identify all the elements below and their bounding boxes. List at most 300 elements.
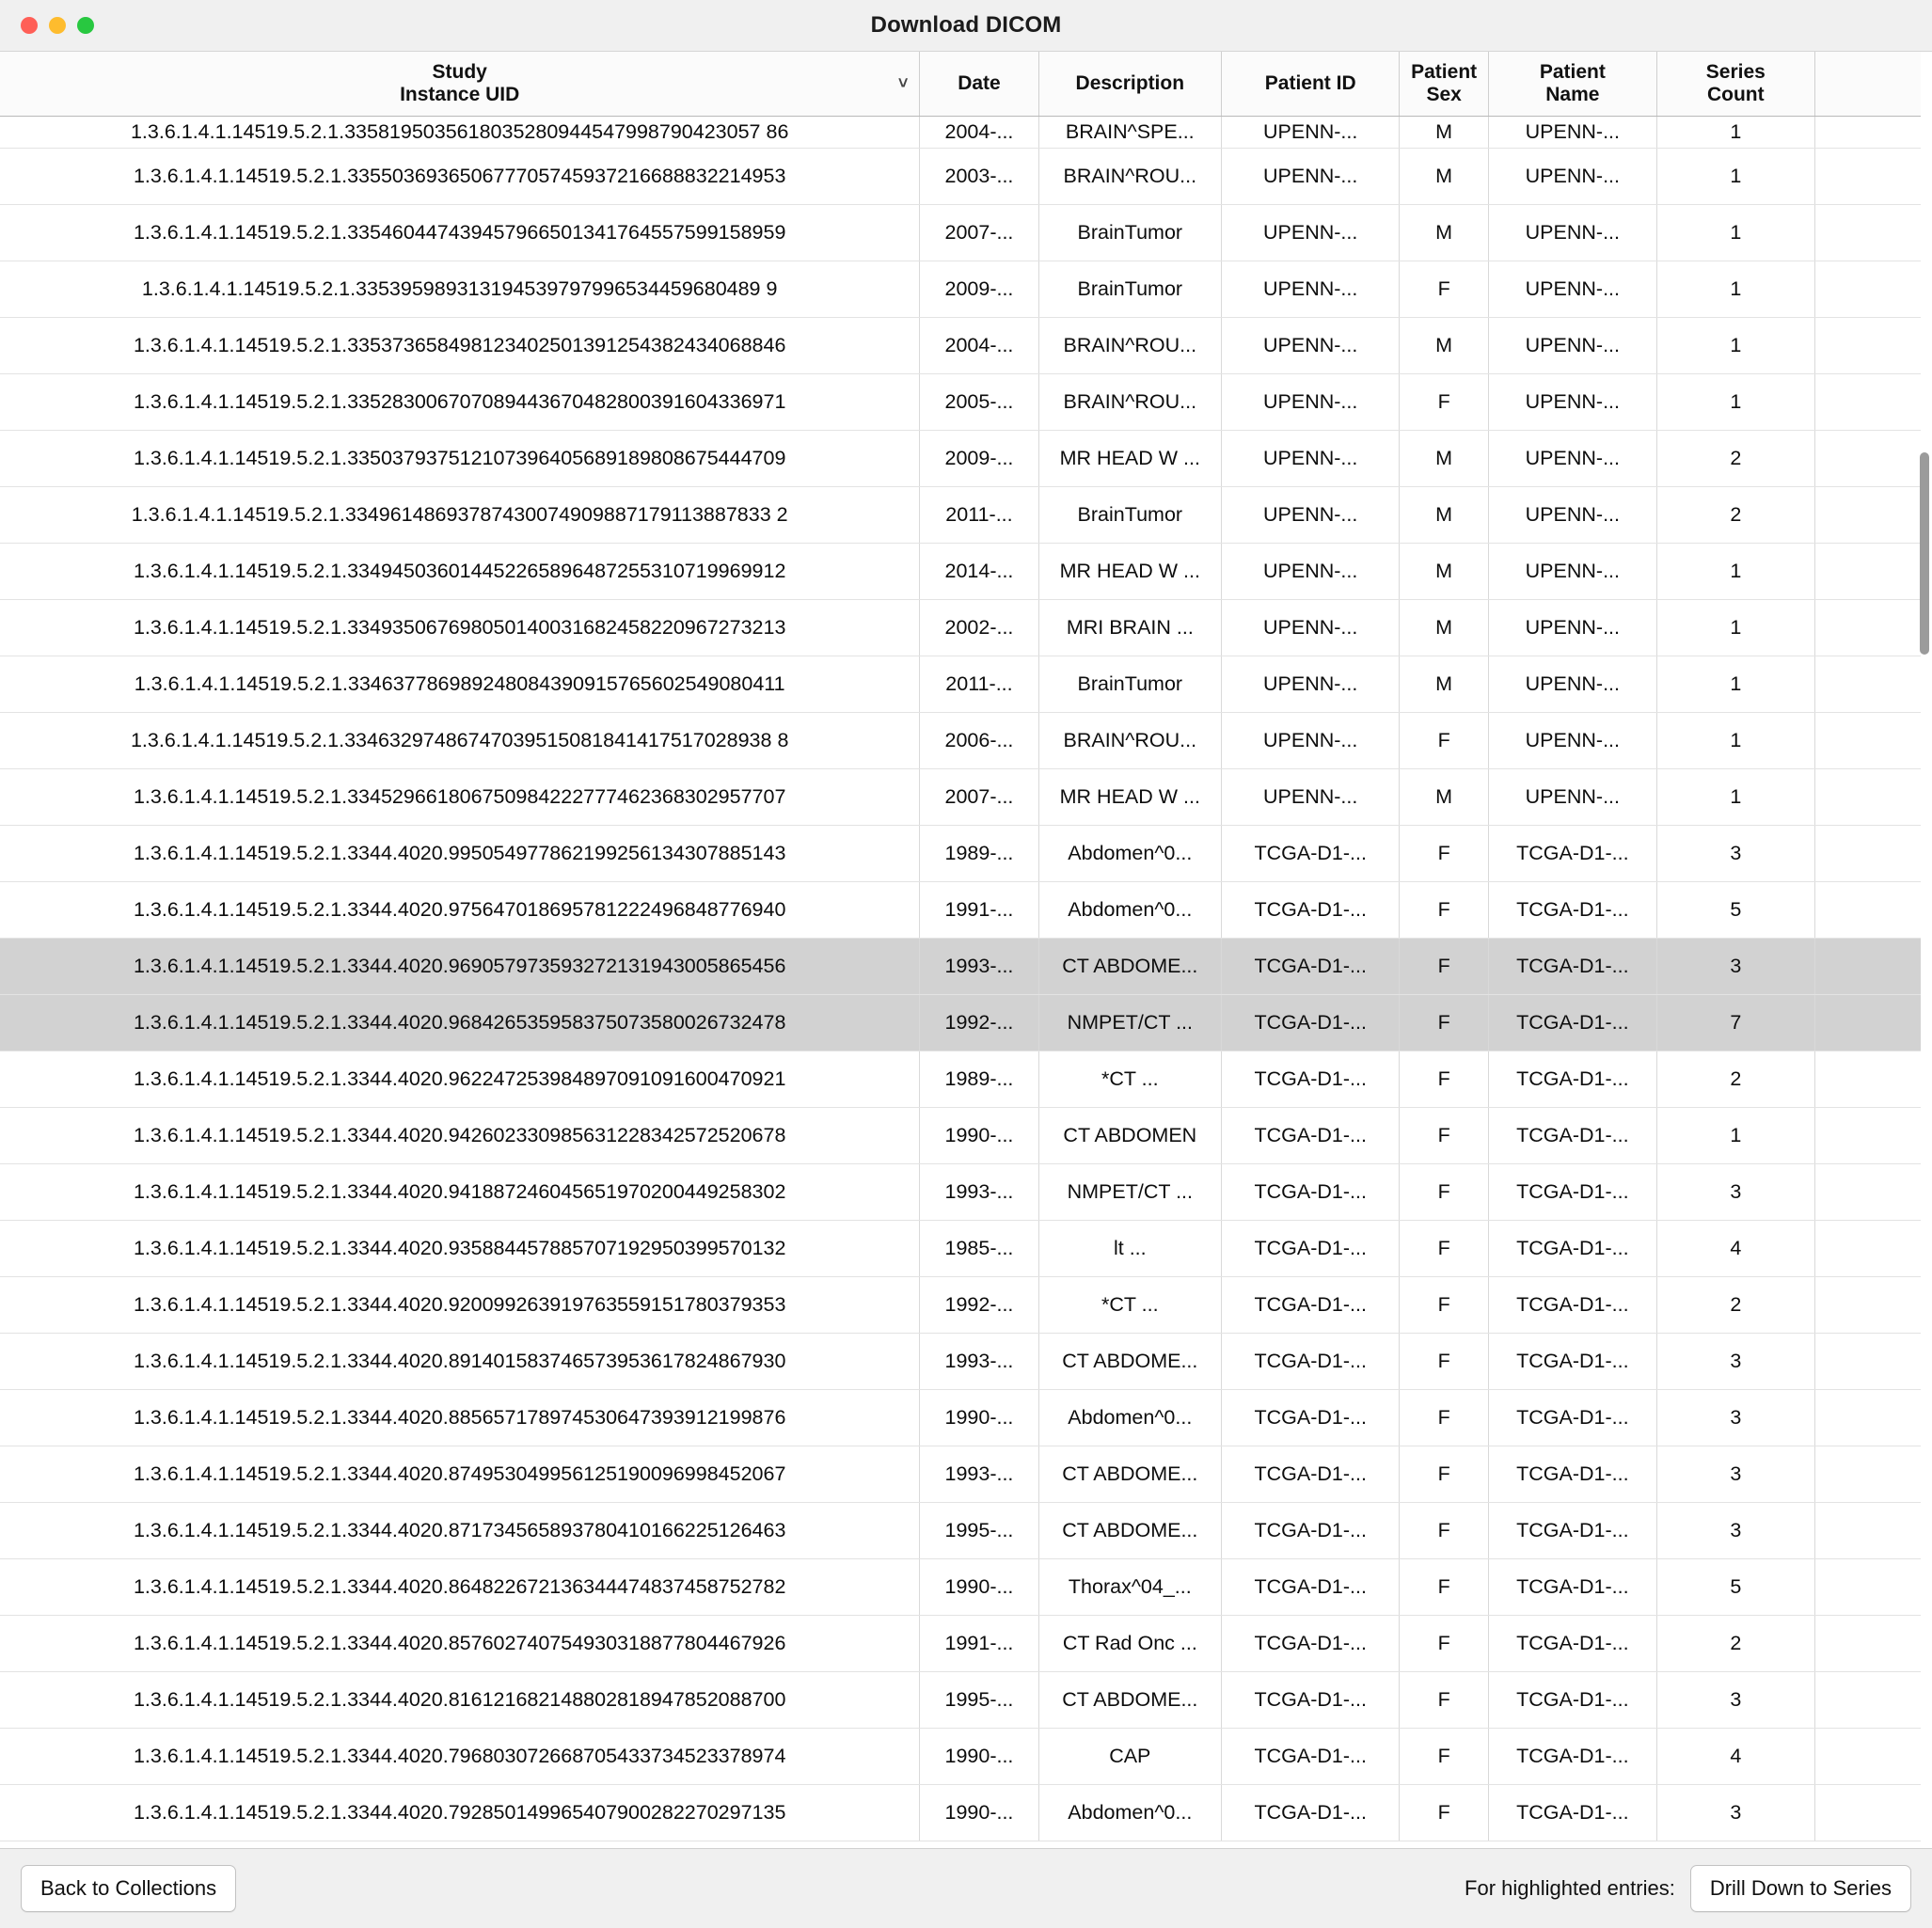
maximize-icon[interactable]: [77, 17, 94, 34]
cell-patient-name: TCGA-D1-...: [1488, 826, 1656, 882]
table-row[interactable]: [0, 995, 1921, 1051]
cell-series-count: 2: [1656, 1051, 1814, 1108]
cell-series-count: 2: [1656, 487, 1814, 544]
table-row[interactable]: [0, 149, 1921, 205]
cell-series-count: 3: [1656, 1446, 1814, 1503]
cell-description: MR HEAD W ...: [1038, 431, 1222, 487]
cell-spacer: [1814, 1785, 1921, 1841]
column-header-study-instance-uid[interactable]: [0, 52, 920, 117]
cell-spacer: [1814, 1616, 1921, 1672]
cell-spacer: [1814, 544, 1921, 600]
cell-patient-sex: F: [1400, 713, 1489, 769]
cell-description: BrainTumor: [1038, 261, 1222, 318]
cell-patient-name: UPENN-...: [1488, 713, 1656, 769]
cell-date: 1991-...: [920, 882, 1038, 939]
table-row[interactable]: [0, 1503, 1921, 1559]
cell-description: Abdomen^0...: [1038, 826, 1222, 882]
cell-date: 1993-...: [920, 939, 1038, 995]
cell-series-count: 1: [1656, 1108, 1814, 1164]
cell-patient-id: TCGA-D1-...: [1222, 939, 1400, 995]
cell-patient-id: UPENN-...: [1222, 487, 1400, 544]
cell-study-instance-uid: 1.3.6.1.4.1.14519.5.2.1.3344.4020.942602330985631228342572520678: [0, 1108, 920, 1164]
cell-date: 2002-...: [920, 600, 1038, 656]
cell-spacer: [1814, 1729, 1921, 1785]
table-row[interactable]: [0, 374, 1921, 431]
cell-description: NMPET/CT ...: [1038, 995, 1222, 1051]
cell-patient-sex: F: [1400, 1051, 1489, 1108]
cell-series-count: 3: [1656, 1672, 1814, 1729]
cell-study-instance-uid: 1.3.6.1.4.1.14519.5.2.1.33463297486747039515081841417517028938 8: [0, 713, 920, 769]
cell-date: 1993-...: [920, 1164, 1038, 1221]
cell-series-count: 3: [1656, 1334, 1814, 1390]
cell-study-instance-uid: 1.3.6.1.4.1.14519.5.2.1.3344.4020.871734565893780410166225126463: [0, 1503, 920, 1559]
cell-patient-name: TCGA-D1-...: [1488, 939, 1656, 995]
table-row[interactable]: [0, 600, 1921, 656]
cell-patient-name: TCGA-D1-...: [1488, 1164, 1656, 1221]
cell-patient-name: UPENN-...: [1488, 600, 1656, 656]
cell-patient-name: UPENN-...: [1488, 656, 1656, 713]
cell-description: BrainTumor: [1038, 487, 1222, 544]
cell-spacer: [1814, 882, 1921, 939]
cell-patient-id: TCGA-D1-...: [1222, 1277, 1400, 1334]
table-body: [0, 117, 1921, 1841]
cell-patient-name: UPENN-...: [1488, 544, 1656, 600]
cell-patient-sex: M: [1400, 431, 1489, 487]
cell-date: 1992-...: [920, 995, 1038, 1051]
column-label-line1: Patient: [1539, 61, 1606, 83]
cell-series-count: 1: [1656, 656, 1814, 713]
cell-patient-id: TCGA-D1-...: [1222, 995, 1400, 1051]
cell-description: BrainTumor: [1038, 205, 1222, 261]
cell-patient-name: UPENN-...: [1488, 769, 1656, 826]
column-label-line2: Sex: [1426, 84, 1462, 106]
table-row[interactable]: [0, 1221, 1921, 1277]
table-row[interactable]: [0, 1616, 1921, 1672]
cell-series-count: 1: [1656, 600, 1814, 656]
cell-patient-sex: F: [1400, 1221, 1489, 1277]
cell-description: MR HEAD W ...: [1038, 544, 1222, 600]
cell-description: Thorax^04_...: [1038, 1559, 1222, 1616]
table-row[interactable]: [0, 882, 1921, 939]
table-row[interactable]: [0, 826, 1921, 882]
table-row[interactable]: [0, 769, 1921, 826]
cell-patient-id: TCGA-D1-...: [1222, 1559, 1400, 1616]
cell-date: 1991-...: [920, 1616, 1038, 1672]
cell-patient-id: UPENN-...: [1222, 205, 1400, 261]
cell-patient-id: UPENN-...: [1222, 431, 1400, 487]
cell-patient-sex: F: [1400, 1785, 1489, 1841]
cell-spacer: [1814, 374, 1921, 431]
close-icon[interactable]: [21, 17, 38, 34]
cell-description: CT Rad Onc ...: [1038, 1616, 1222, 1672]
column-label-line1: Description: [1075, 72, 1185, 95]
table-row[interactable]: [0, 1390, 1921, 1446]
cell-spacer: [1814, 826, 1921, 882]
cell-patient-name: TCGA-D1-...: [1488, 1616, 1656, 1672]
highlighted-entries-note: For highlighted entries:: [1465, 1876, 1675, 1900]
cell-date: 1990-...: [920, 1785, 1038, 1841]
cell-date: 1990-...: [920, 1108, 1038, 1164]
cell-description: MR HEAD W ...: [1038, 769, 1222, 826]
cell-patient-name: TCGA-D1-...: [1488, 1559, 1656, 1616]
table-row[interactable]: [0, 1672, 1921, 1729]
cell-study-instance-uid: 1.3.6.1.4.1.14519.5.2.1.3344.4020.792850149965407900282270297135: [0, 1785, 920, 1841]
cell-series-count: 1: [1656, 117, 1814, 149]
cell-description: CT ABDOME...: [1038, 939, 1222, 995]
cell-patient-id: UPENN-...: [1222, 544, 1400, 600]
cell-date: 2006-...: [920, 713, 1038, 769]
cell-series-count: 3: [1656, 1164, 1814, 1221]
cell-study-instance-uid: 1.3.6.1.4.1.14519.5.2.1.3344.4020.969057973593272131943005865456: [0, 939, 920, 995]
cell-study-instance-uid: 1.3.6.1.4.1.14519.5.2.1.334945036014452265896487255310719969912: [0, 544, 920, 600]
cell-patient-id: UPENN-...: [1222, 117, 1400, 149]
column-label-line1: Patient: [1411, 61, 1478, 83]
cell-patient-id: TCGA-D1-...: [1222, 1672, 1400, 1729]
cell-description: CT ABDOMEN: [1038, 1108, 1222, 1164]
cell-description: Abdomen^0...: [1038, 1390, 1222, 1446]
cell-patient-name: UPENN-...: [1488, 205, 1656, 261]
cell-study-instance-uid: 1.3.6.1.4.1.14519.5.2.1.335037937512107396405689189808675444709: [0, 431, 920, 487]
cell-patient-name: UPENN-...: [1488, 261, 1656, 318]
cell-date: 1993-...: [920, 1334, 1038, 1390]
cell-series-count: 3: [1656, 1503, 1814, 1559]
cell-patient-name: TCGA-D1-...: [1488, 1729, 1656, 1785]
cell-patient-name: UPENN-...: [1488, 374, 1656, 431]
column-label-line1: Date: [958, 72, 1001, 95]
cell-patient-id: UPENN-...: [1222, 713, 1400, 769]
cell-series-count: 3: [1656, 939, 1814, 995]
cell-spacer: [1814, 1446, 1921, 1503]
table-row[interactable]: [0, 1559, 1921, 1616]
column-label-line2: Name: [1545, 84, 1600, 106]
cell-patient-sex: F: [1400, 1334, 1489, 1390]
cell-patient-id: UPENN-...: [1222, 149, 1400, 205]
cell-date: 2004-...: [920, 318, 1038, 374]
cell-description: CT ABDOME...: [1038, 1503, 1222, 1559]
cell-patient-name: TCGA-D1-...: [1488, 995, 1656, 1051]
cell-study-instance-uid: 1.3.6.1.4.1.14519.5.2.1.335373658498123402501391254382434068846: [0, 318, 920, 374]
cell-date: 1990-...: [920, 1729, 1038, 1785]
cell-date: 2009-...: [920, 261, 1038, 318]
cell-study-instance-uid: 1.3.6.1.4.1.14519.5.2.1.3344.4020.975647018695781222496848776940: [0, 882, 920, 939]
cell-spacer: [1814, 1672, 1921, 1729]
cell-spacer: [1814, 769, 1921, 826]
cell-study-instance-uid: 1.3.6.1.4.1.14519.5.2.1.334935067698050140031682458220967273213: [0, 600, 920, 656]
cell-study-instance-uid: 1.3.6.1.4.1.14519.5.2.1.3344.4020.962247253984897091091600470921: [0, 1051, 920, 1108]
cell-series-count: 1: [1656, 318, 1814, 374]
cell-patient-id: UPENN-...: [1222, 374, 1400, 431]
cell-study-instance-uid: 1.3.6.1.4.1.14519.5.2.1.3344.4020.891401583746573953617824867930: [0, 1334, 920, 1390]
column-label-line1: Series: [1705, 61, 1766, 83]
cell-patient-name: UPENN-...: [1488, 117, 1656, 149]
table-row[interactable]: [0, 1729, 1921, 1785]
minimize-icon[interactable]: [49, 17, 66, 34]
column-label-line2: Count: [1706, 84, 1765, 106]
column-header-patient-sex[interactable]: [1400, 52, 1489, 117]
cell-date: 1992-...: [920, 1277, 1038, 1334]
cell-date: 1989-...: [920, 1051, 1038, 1108]
cell-description: CAP: [1038, 1729, 1222, 1785]
cell-spacer: [1814, 261, 1921, 318]
column-label-line2: Instance UID: [400, 84, 520, 106]
table-row[interactable]: [0, 1164, 1921, 1221]
cell-patient-id: UPENN-...: [1222, 769, 1400, 826]
cell-series-count: 3: [1656, 1390, 1814, 1446]
cell-description: BRAIN^ROU...: [1038, 713, 1222, 769]
cell-patient-sex: M: [1400, 769, 1489, 826]
cell-series-count: 7: [1656, 995, 1814, 1051]
cell-description: Abdomen^0...: [1038, 1785, 1222, 1841]
cell-description: BRAIN^ROU...: [1038, 374, 1222, 431]
cell-description: Abdomen^0...: [1038, 882, 1222, 939]
cell-patient-sex: F: [1400, 1559, 1489, 1616]
cell-spacer: [1814, 431, 1921, 487]
window-title: Download DICOM: [870, 12, 1062, 38]
cell-date: 1990-...: [920, 1559, 1038, 1616]
cell-patient-name: UPENN-...: [1488, 431, 1656, 487]
cell-spacer: [1814, 1503, 1921, 1559]
cell-series-count: 5: [1656, 882, 1814, 939]
cell-series-count: 1: [1656, 261, 1814, 318]
cell-patient-sex: F: [1400, 882, 1489, 939]
cell-description: *CT ...: [1038, 1277, 1222, 1334]
cell-patient-id: TCGA-D1-...: [1222, 1729, 1400, 1785]
column-header-patient-id[interactable]: [1222, 52, 1400, 117]
cell-spacer: [1814, 1221, 1921, 1277]
cell-study-instance-uid: 1.3.6.1.4.1.14519.5.2.1.33496148693787430074909887179113887833 2: [0, 487, 920, 544]
cell-series-count: 2: [1656, 1616, 1814, 1672]
scrollbar-thumb[interactable]: [1920, 452, 1929, 655]
cell-patient-sex: F: [1400, 939, 1489, 995]
cell-patient-sex: F: [1400, 1616, 1489, 1672]
column-header-date[interactable]: [920, 52, 1038, 117]
cell-patient-name: TCGA-D1-...: [1488, 1108, 1656, 1164]
cell-series-count: 1: [1656, 374, 1814, 431]
cell-description: MRI BRAIN ...: [1038, 600, 1222, 656]
cell-spacer: [1814, 713, 1921, 769]
cell-spacer: [1814, 487, 1921, 544]
cell-description: NMPET/CT ...: [1038, 1164, 1222, 1221]
cell-description: *CT ...: [1038, 1051, 1222, 1108]
cell-study-instance-uid: 1.3.6.1.4.1.14519.5.2.1.3358195035618035280944547998790423057 86: [0, 117, 920, 149]
cell-study-instance-uid: 1.3.6.1.4.1.14519.5.2.1.3344.4020.864822672136344474837458752782: [0, 1559, 920, 1616]
cell-patient-id: TCGA-D1-...: [1222, 1051, 1400, 1108]
cell-study-instance-uid: 1.3.6.1.4.1.14519.5.2.1.335283006707089443670482800391604336971: [0, 374, 920, 431]
cell-patient-name: TCGA-D1-...: [1488, 1785, 1656, 1841]
cell-patient-sex: M: [1400, 600, 1489, 656]
cell-date: 2009-...: [920, 431, 1038, 487]
column-label-line1: Study: [432, 61, 487, 83]
cell-date: 2014-...: [920, 544, 1038, 600]
cell-description: BrainTumor: [1038, 656, 1222, 713]
cell-series-count: 1: [1656, 713, 1814, 769]
cell-patient-sex: M: [1400, 205, 1489, 261]
cell-study-instance-uid: 1.3.6.1.4.1.14519.5.2.1.3344.4020.796803072668705433734523378974: [0, 1729, 920, 1785]
cell-description: BRAIN^SPE...: [1038, 117, 1222, 149]
cell-patient-sex: F: [1400, 1672, 1489, 1729]
cell-patient-sex: F: [1400, 826, 1489, 882]
footer-bar: [0, 1849, 1932, 1928]
cell-study-instance-uid: 1.3.6.1.4.1.14519.5.2.1.335460447439457966501341764557599158959: [0, 205, 920, 261]
cell-date: 1993-...: [920, 1446, 1038, 1503]
table-row[interactable]: [0, 1277, 1921, 1334]
cell-spacer: [1814, 318, 1921, 374]
cell-study-instance-uid: 1.3.6.1.4.1.14519.5.2.1.3344.4020.885657178974530647393912199876: [0, 1390, 920, 1446]
cell-study-instance-uid: 1.3.6.1.4.1.14519.5.2.1.3344.4020.941887246045651970200449258302: [0, 1164, 920, 1221]
title-bar: [0, 0, 1932, 52]
cell-series-count: 1: [1656, 769, 1814, 826]
table-row[interactable]: [0, 431, 1921, 487]
cell-spacer: [1814, 117, 1921, 149]
table-row[interactable]: [0, 1108, 1921, 1164]
cell-series-count: 3: [1656, 1785, 1814, 1841]
cell-patient-sex: F: [1400, 1164, 1489, 1221]
cell-series-count: 1: [1656, 149, 1814, 205]
cell-patient-name: TCGA-D1-...: [1488, 1672, 1656, 1729]
cell-date: 2003-...: [920, 149, 1038, 205]
cell-patient-sex: F: [1400, 1390, 1489, 1446]
cell-description: CT ABDOME...: [1038, 1446, 1222, 1503]
table-row[interactable]: [0, 1446, 1921, 1503]
table-header-row: [0, 52, 1921, 117]
table-row[interactable]: [0, 1785, 1921, 1841]
cell-date: 2004-...: [920, 117, 1038, 149]
drill-down-to-series-button[interactable]: Drill Down to Series: [1690, 1865, 1911, 1912]
table-row[interactable]: [0, 205, 1921, 261]
cell-series-count: 3: [1656, 826, 1814, 882]
cell-description: BRAIN^ROU...: [1038, 318, 1222, 374]
cell-spacer: [1814, 1277, 1921, 1334]
window-controls: [21, 17, 94, 34]
table-row[interactable]: [0, 713, 1921, 769]
cell-study-instance-uid: 1.3.6.1.4.1.14519.5.2.1.3344.4020.995054977862199256134307885143: [0, 826, 920, 882]
cell-patient-name: TCGA-D1-...: [1488, 1334, 1656, 1390]
cell-study-instance-uid: 1.3.6.1.4.1.14519.5.2.1.3344.4020.874953049956125190096998452067: [0, 1446, 920, 1503]
studies-table: [0, 52, 1921, 1841]
vertical-scrollbar[interactable]: [1919, 114, 1930, 1848]
cell-date: 2007-...: [920, 205, 1038, 261]
table-row[interactable]: [0, 261, 1921, 318]
cell-patient-sex: F: [1400, 1503, 1489, 1559]
cell-date: 2007-...: [920, 769, 1038, 826]
cell-spacer: [1814, 205, 1921, 261]
cell-patient-name: TCGA-D1-...: [1488, 1503, 1656, 1559]
cell-patient-id: UPENN-...: [1222, 318, 1400, 374]
cell-patient-name: UPENN-...: [1488, 149, 1656, 205]
cell-patient-id: TCGA-D1-...: [1222, 1334, 1400, 1390]
cell-series-count: 4: [1656, 1729, 1814, 1785]
cell-patient-sex: F: [1400, 261, 1489, 318]
table-row[interactable]: [0, 939, 1921, 995]
cell-patient-id: TCGA-D1-...: [1222, 1221, 1400, 1277]
cell-date: 1990-...: [920, 1390, 1038, 1446]
cell-patient-sex: M: [1400, 656, 1489, 713]
cell-study-instance-uid: 1.3.6.1.4.1.14519.5.2.1.3344.4020.816121682148802818947852088700: [0, 1672, 920, 1729]
cell-patient-id: UPENN-...: [1222, 261, 1400, 318]
cell-patient-id: TCGA-D1-...: [1222, 1616, 1400, 1672]
cell-patient-id: TCGA-D1-...: [1222, 1108, 1400, 1164]
cell-patient-id: TCGA-D1-...: [1222, 1390, 1400, 1446]
cell-description: CT ABDOME...: [1038, 1334, 1222, 1390]
cell-patient-sex: M: [1400, 544, 1489, 600]
cell-patient-sex: M: [1400, 117, 1489, 149]
cell-date: 1985-...: [920, 1221, 1038, 1277]
studies-table-container: [0, 52, 1932, 1849]
column-header-spacer: [1814, 52, 1921, 117]
cell-description: BRAIN^ROU...: [1038, 149, 1222, 205]
cell-date: 2005-...: [920, 374, 1038, 431]
cell-patient-sex: F: [1400, 1277, 1489, 1334]
column-header-description[interactable]: [1038, 52, 1222, 117]
table-row[interactable]: [0, 318, 1921, 374]
cell-date: 1995-...: [920, 1503, 1038, 1559]
table-row[interactable]: [0, 487, 1921, 544]
cell-patient-sex: M: [1400, 318, 1489, 374]
cell-patient-sex: M: [1400, 149, 1489, 205]
cell-patient-id: TCGA-D1-...: [1222, 826, 1400, 882]
cell-study-instance-uid: 1.3.6.1.4.1.14519.5.2.1.335395989313194539797996534459680489 9: [0, 261, 920, 318]
cell-patient-id: TCGA-D1-...: [1222, 1164, 1400, 1221]
cell-patient-id: TCGA-D1-...: [1222, 1446, 1400, 1503]
cell-patient-sex: F: [1400, 374, 1489, 431]
cell-study-instance-uid: 1.3.6.1.4.1.14519.5.2.1.3344.4020.968426535958375073580026732478: [0, 995, 920, 1051]
chevron-down-icon[interactable]: ˅: [897, 73, 909, 93]
cell-patient-id: TCGA-D1-...: [1222, 1785, 1400, 1841]
cell-patient-sex: F: [1400, 1108, 1489, 1164]
cell-description: CT ABDOME...: [1038, 1672, 1222, 1729]
cell-series-count: 2: [1656, 1277, 1814, 1334]
cell-study-instance-uid: 1.3.6.1.4.1.14519.5.2.1.3344.4020.935884457885707192950399570132: [0, 1221, 920, 1277]
cell-spacer: [1814, 1390, 1921, 1446]
cell-patient-name: TCGA-D1-...: [1488, 1051, 1656, 1108]
cell-spacer: [1814, 656, 1921, 713]
cell-study-instance-uid: 1.3.6.1.4.1.14519.5.2.1.334637786989248084390915765602549080411: [0, 656, 920, 713]
cell-series-count: 1: [1656, 544, 1814, 600]
cell-patient-id: UPENN-...: [1222, 600, 1400, 656]
cell-spacer: [1814, 939, 1921, 995]
cell-series-count: 5: [1656, 1559, 1814, 1616]
cell-series-count: 4: [1656, 1221, 1814, 1277]
back-to-collections-button[interactable]: Back to Collections: [21, 1865, 236, 1912]
cell-patient-name: TCGA-D1-...: [1488, 1221, 1656, 1277]
column-header-series-count[interactable]: [1656, 52, 1814, 117]
cell-date: 1989-...: [920, 826, 1038, 882]
cell-study-instance-uid: 1.3.6.1.4.1.14519.5.2.1.335503693650677705745937216688832214953: [0, 149, 920, 205]
cell-study-instance-uid: 1.3.6.1.4.1.14519.5.2.1.3344.4020.857602740754930318877804467926: [0, 1616, 920, 1672]
cell-description: lt ...: [1038, 1221, 1222, 1277]
cell-patient-id: TCGA-D1-...: [1222, 1503, 1400, 1559]
table-row[interactable]: [0, 117, 1921, 149]
cell-date: 2011-...: [920, 487, 1038, 544]
column-header-patient-name[interactable]: [1488, 52, 1656, 117]
cell-date: 1995-...: [920, 1672, 1038, 1729]
cell-patient-sex: F: [1400, 1446, 1489, 1503]
cell-patient-name: UPENN-...: [1488, 318, 1656, 374]
cell-patient-sex: F: [1400, 1729, 1489, 1785]
cell-spacer: [1814, 600, 1921, 656]
cell-patient-name: TCGA-D1-...: [1488, 882, 1656, 939]
cell-study-instance-uid: 1.3.6.1.4.1.14519.5.2.1.334529661806750984222777462368302957707: [0, 769, 920, 826]
table-row[interactable]: [0, 1334, 1921, 1390]
cell-spacer: [1814, 149, 1921, 205]
cell-spacer: [1814, 1051, 1921, 1108]
table-row[interactable]: [0, 656, 1921, 713]
table-row[interactable]: [0, 1051, 1921, 1108]
cell-spacer: [1814, 1334, 1921, 1390]
table-row[interactable]: [0, 544, 1921, 600]
cell-study-instance-uid: 1.3.6.1.4.1.14519.5.2.1.3344.4020.920099263919763559151780379353: [0, 1277, 920, 1334]
cell-patient-sex: M: [1400, 487, 1489, 544]
